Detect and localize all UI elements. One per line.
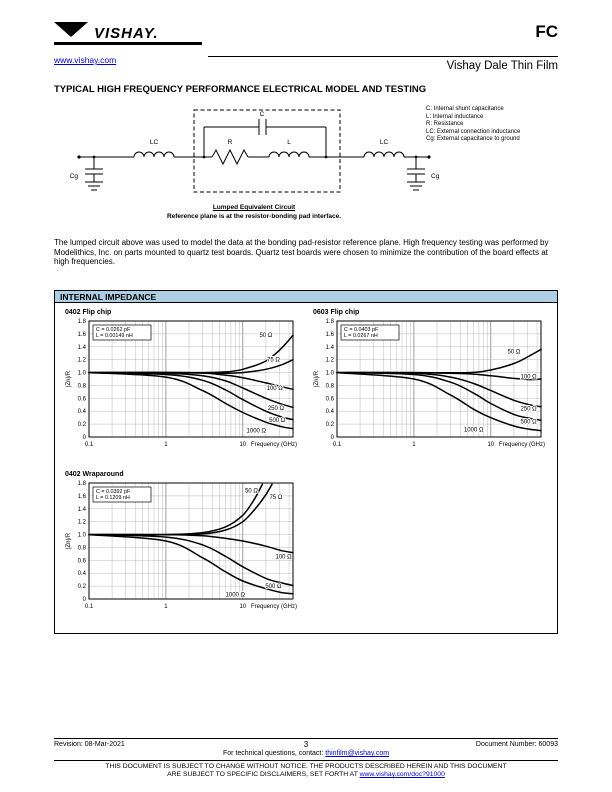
product-code: FC	[535, 22, 558, 41]
charts-box	[54, 303, 558, 634]
logo-underline	[54, 42, 202, 45]
circuit-diagram	[54, 100, 558, 230]
page-title: TYPICAL HIGH FREQUENCY PERFORMANCE ELECTRICAL MODEL AND TESTING	[54, 84, 427, 95]
svg-text:1.8: 1.8	[325, 319, 334, 325]
svg-text:0.4: 0.4	[77, 571, 86, 578]
svg-text:50 Ω: 50 Ω	[245, 488, 258, 495]
svg-text:1.6: 1.6	[77, 331, 86, 338]
brand-name: Vishay Dale Thin Film	[446, 60, 558, 72]
svg-text:1.2: 1.2	[77, 519, 86, 526]
svg-text:50 Ω: 50 Ω	[507, 349, 521, 356]
svg-text:1.8: 1.8	[77, 481, 86, 487]
svg-text:L = 0.00149 nH: L = 0.00149 nH	[96, 333, 133, 339]
vishay-logo-text: VISHAY.	[94, 25, 159, 42]
svg-text:0.6: 0.6	[325, 396, 334, 403]
svg-text:0.6: 0.6	[77, 396, 86, 403]
svg-text:0.4: 0.4	[77, 409, 86, 416]
svg-text:1.0: 1.0	[325, 370, 334, 377]
svg-text:|Zn|/R: |Zn|/R	[314, 370, 320, 388]
svg-text:1.2: 1.2	[77, 357, 86, 364]
legend-line-l: L: Internal inductance	[426, 113, 484, 120]
svg-text:C = 0.0262 pF: C = 0.0262 pF	[96, 327, 131, 333]
legend-line-lc: LC: External connection inductance	[426, 128, 521, 135]
svg-text:250 Ω: 250 Ω	[267, 406, 284, 412]
svg-text:100 Ω: 100 Ω	[266, 386, 283, 392]
svg-text:250 Ω: 250 Ω	[520, 406, 537, 413]
chart-title: 0603 Flip chip	[313, 309, 360, 316]
circuit-label-cg-left: Cg	[69, 173, 78, 180]
svg-text:1: 1	[164, 442, 168, 448]
vishay-logo-triangle-icon	[54, 22, 88, 37]
svg-text:50 Ω: 50 Ω	[259, 333, 273, 340]
footer-rule-2	[54, 760, 558, 761]
svg-text:75 Ω: 75 Ω	[266, 357, 280, 364]
body-paragraph: The lumped circuit above was used to model the data at the bonding pad-resistor reference plane. High frequency testing was performed by Modelithics, Inc. on parts mounted to quartz test boards. Quartz test boards were chosen to minimize the contribution of the board effects at high frequencies.	[54, 238, 549, 267]
contact-prefix: For technical questions, contact:	[222, 750, 326, 757]
chart-title: 0402 Wraparound	[65, 471, 124, 478]
svg-text:1.6: 1.6	[325, 331, 334, 338]
impedance-chart-0402-wraparound	[63, 479, 299, 617]
circuit-label-l: L	[287, 139, 291, 146]
circuit-subcaption: Reference plane is at the resistor-bonding pad interface.	[166, 213, 342, 220]
svg-text:1000 Ω: 1000 Ω	[463, 427, 484, 434]
svg-text:0.1: 0.1	[84, 604, 94, 610]
svg-text:C = 0.0392 pF: C = 0.0392 pF	[96, 489, 131, 495]
svg-text:1: 1	[412, 442, 416, 448]
svg-text:500 Ω: 500 Ω	[269, 418, 286, 425]
svg-text:1: 1	[164, 604, 168, 610]
footer-disclaimer-2	[54, 771, 558, 778]
svg-text:1.4: 1.4	[77, 506, 86, 513]
svg-text:1.0: 1.0	[77, 532, 86, 539]
chart-block-0402-flip-chip	[63, 309, 303, 460]
svg-text:500 Ω: 500 Ω	[520, 419, 537, 426]
footer-disclaimer-1: THIS DOCUMENT IS SUBJECT TO CHANGE WITHOUT NOTICE. THE PRODUCTS DESCRIBED HEREIN AND THIS DOCUMENT	[105, 763, 507, 770]
svg-text:1.6: 1.6	[77, 493, 86, 500]
legend-line-r: R: Resistance	[426, 121, 464, 128]
svg-text:1.2: 1.2	[325, 357, 334, 364]
svg-text:75 Ω: 75 Ω	[269, 495, 283, 502]
svg-text:10: 10	[487, 442, 495, 448]
disclaimer-doc-link[interactable]: www.vishay.com/doc?91000	[359, 771, 445, 778]
footer-rule	[54, 738, 558, 739]
impedance-chart-0603-flip-chip	[311, 317, 547, 455]
svg-text:Frequency (GHz): Frequency (GHz)	[250, 604, 297, 610]
svg-text:C = 0.0403 pF: C = 0.0403 pF	[344, 327, 379, 333]
legend-line-cg: Cg: External capacitance to ground	[426, 136, 520, 143]
header-website-link[interactable]: www.vishay.com	[54, 55, 117, 65]
disclaimer-prefix: ARE SUBJECT TO SPECIFIC DISCLAIMERS, SET FORTH AT	[167, 771, 360, 778]
svg-text:1000 Ω: 1000 Ω	[246, 428, 267, 435]
circuit-label-c: C	[259, 111, 265, 118]
svg-text:0.2: 0.2	[77, 584, 86, 591]
circuit-label-cg-right: Cg	[431, 173, 440, 180]
lumped-circuit-svg	[64, 102, 444, 202]
chart-title: 0402 Flip chip	[65, 309, 112, 316]
chart-block-0402-wraparound	[63, 471, 303, 622]
legend-line-c: C: Internal shunt capacitance	[426, 106, 504, 112]
svg-text:1000 Ω: 1000 Ω	[225, 592, 246, 599]
svg-text:10: 10	[239, 604, 247, 610]
header-rule	[208, 56, 558, 57]
circuit-legend	[426, 106, 558, 144]
impedance-chart-0402-flip-chip	[63, 317, 299, 455]
svg-text:0.4: 0.4	[325, 409, 334, 416]
svg-text:Frequency (GHz): Frequency (GHz)	[498, 442, 545, 448]
vishay-logo	[54, 22, 214, 55]
svg-text:|Zn|/R: |Zn|/R	[66, 370, 72, 388]
svg-text:0.1: 0.1	[84, 442, 94, 448]
svg-text:Frequency (GHz): Frequency (GHz)	[250, 442, 297, 448]
svg-text:1.4: 1.4	[325, 344, 334, 351]
internal-impedance-section	[54, 290, 558, 634]
chart-block-0603-flip-chip	[311, 309, 551, 460]
svg-text:1.4: 1.4	[77, 344, 86, 351]
svg-text:0: 0	[82, 435, 86, 441]
svg-text:0.6: 0.6	[77, 558, 86, 565]
svg-text:1.0: 1.0	[77, 370, 86, 377]
svg-text:0.8: 0.8	[325, 383, 334, 390]
svg-text:0: 0	[82, 597, 86, 603]
svg-text:0.1: 0.1	[332, 442, 342, 448]
footer-revision: Revision: 08-Mar-2021	[54, 741, 125, 748]
footer-page-number: 3	[303, 740, 309, 749]
svg-text:0: 0	[330, 435, 334, 441]
svg-text:0.2: 0.2	[325, 422, 334, 429]
svg-text:|Zn|/R: |Zn|/R	[66, 532, 72, 550]
section-header-bar: INTERNAL IMPEDANCE	[54, 290, 558, 303]
svg-text:1.8: 1.8	[77, 319, 86, 325]
svg-text:100 Ω: 100 Ω	[520, 374, 537, 381]
svg-text:L = 0.1209 nH: L = 0.1209 nH	[96, 495, 130, 501]
svg-text:10: 10	[239, 442, 247, 448]
svg-text:0.2: 0.2	[77, 422, 86, 429]
svg-text:0.8: 0.8	[77, 383, 86, 390]
svg-text:0.8: 0.8	[77, 545, 86, 552]
contact-email-link[interactable]: thinfilm@vishay.com	[325, 750, 390, 757]
circuit-caption: Lumped Equivalent Circuit	[212, 204, 296, 211]
footer-document-number: Document Number: 60093	[475, 741, 558, 748]
circuit-label-lc-left: LC	[149, 139, 159, 146]
svg-text:100 Ω: 100 Ω	[275, 554, 292, 561]
svg-text:500 Ω: 500 Ω	[265, 584, 282, 591]
circuit-label-r: R	[227, 139, 233, 146]
svg-text:L = 0.0267 nH: L = 0.0267 nH	[344, 333, 378, 339]
circuit-label-lc-right: LC	[379, 139, 389, 146]
footer-contact	[54, 750, 558, 757]
